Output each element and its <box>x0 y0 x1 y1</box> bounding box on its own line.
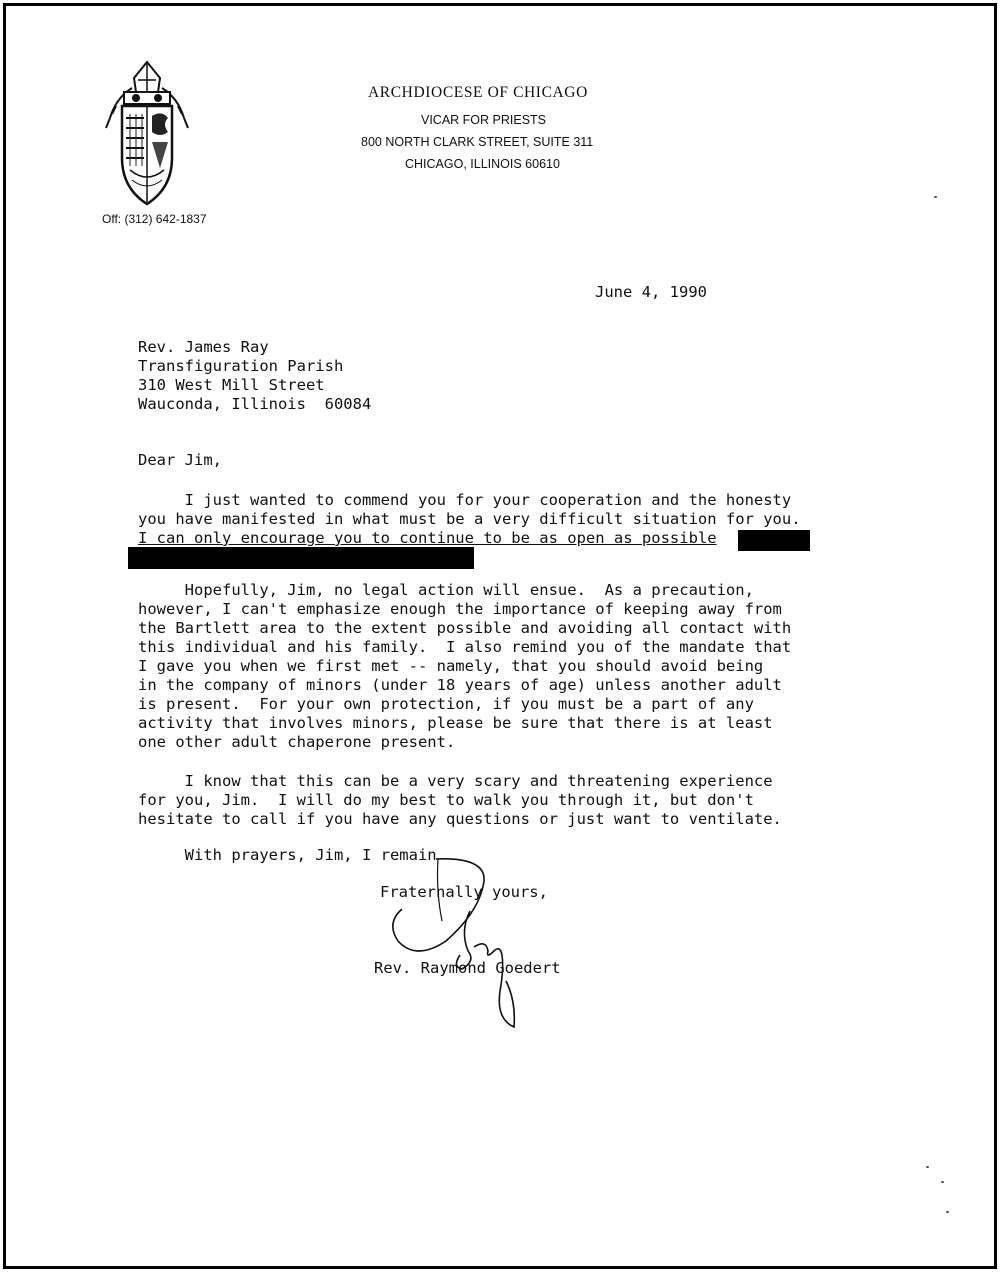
paragraph-2-line: the Bartlett area to the extent possible and avoiding all contact with <box>138 619 792 637</box>
archdiocese-crest-logo <box>102 58 192 208</box>
paragraph-2-line: however, I can't emphasize enough the importance of keeping away from <box>138 600 782 618</box>
signer-name: Rev. Raymond Goedert <box>374 959 561 977</box>
closing-line: With prayers, Jim, I remain <box>138 846 437 864</box>
paragraph-2-line: in the company of minors (under 18 years of age) unless another adult <box>138 676 782 694</box>
scan-speck <box>941 1181 944 1183</box>
recipient-name: Rev. James Ray <box>138 338 269 356</box>
paragraph-1-line-2: you have manifested in what must be a very difficult situation for you. <box>138 510 801 528</box>
paragraph-1-line-3: I can only encourage you to continue to be as open as possible <box>138 529 717 547</box>
paragraph-1-line-1: I just wanted to commend you for your cooperation and the honesty <box>138 491 792 509</box>
letterhead-organization: ARCHDIOCESE OF CHICAGO <box>368 84 588 101</box>
letter-date: June 4, 1990 <box>595 283 707 301</box>
paragraph-3-line: hesitate to call if you have any questions or just want to ventilate. <box>138 810 782 828</box>
letter-page <box>3 3 997 1269</box>
letterhead-city: CHICAGO, ILLINOIS 60610 <box>405 157 560 171</box>
valediction: Fraternally yours, <box>380 883 548 901</box>
paragraph-2-line: Hopefully, Jim, no legal action will ensue. As a precaution, <box>138 581 754 599</box>
letterhead-office: VICAR FOR PRIESTS <box>421 113 547 127</box>
recipient-street: 310 West Mill Street <box>138 376 325 394</box>
paragraph-3-line: for you, Jim. I will do my best to walk you through it, but don't <box>138 791 754 809</box>
paragraph-2-line: one other adult chaperone present. <box>138 733 456 751</box>
salutation: Dear Jim, <box>138 451 222 469</box>
recipient-address-block <box>138 338 371 414</box>
recipient-city: Wauconda, Illinois 60084 <box>138 395 372 413</box>
paragraph-2-line: this individual and his family. I also remind you of the mandate that <box>138 638 792 656</box>
redaction-bar <box>738 530 810 551</box>
scan-speck <box>926 1166 929 1168</box>
handwritten-signature <box>376 851 516 1031</box>
paragraph-2-line: I gave you when we first met -- namely, that you should avoid being <box>138 657 764 675</box>
office-phone-number: Off: (312) 642-1837 <box>102 212 207 226</box>
scan-speck <box>946 1211 949 1213</box>
letterhead-street: 800 NORTH CLARK STREET, SUITE 311 <box>361 135 594 149</box>
recipient-parish: Transfiguration Parish <box>138 357 344 375</box>
redaction-bar <box>128 547 474 569</box>
paragraph-3-line: I know that this can be a very scary and threatening experience <box>138 772 773 790</box>
paragraph-2-line: activity that involves minors, please be sure that there is at least <box>138 714 773 732</box>
paragraph-2-line: is present. For your own protection, if you must be a part of any <box>138 695 754 713</box>
scan-speck <box>934 196 937 198</box>
